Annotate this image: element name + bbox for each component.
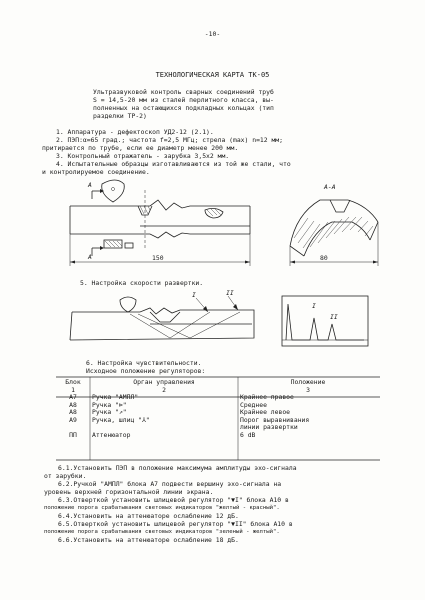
- section-label: A-A: [324, 183, 336, 191]
- col-number: 3: [306, 385, 310, 394]
- reflector-ii-label: II: [226, 289, 234, 297]
- step-line: 6.4.Установить на аттенюаторе ослабление 12 дБ.: [58, 512, 239, 520]
- cell-position: Крайнее левое: [240, 408, 291, 416]
- subtitle-line: S = 14,5-20 мм из сталей перлитного класса, вы-: [93, 96, 274, 104]
- header-control: Орган управления: [133, 378, 195, 386]
- list-item: 1. Аппаратура - дефектоскоп УД2-12 (2.1).: [56, 128, 214, 136]
- table-header-row: [56, 379, 378, 387]
- cell-control: Ручка "АМПЛ": [92, 393, 139, 401]
- cell-block: ПП: [69, 430, 77, 439]
- cell-control: Ручка "↗": [92, 408, 127, 416]
- page-number: -10-: [204, 30, 221, 38]
- list-item: 4. Испытательные образцы изготавливаются из той же стали, что: [56, 160, 291, 168]
- col-number: 1: [71, 385, 75, 394]
- step-line: 6.2.Ручкой "АМПЛ" блока А7 подвести вершину эхо-сигнала на: [58, 480, 282, 488]
- echo-ii-label: II: [330, 313, 338, 321]
- cell-control: Ручка "⊳": [92, 400, 127, 409]
- echo-i-label: I: [312, 302, 316, 310]
- cell-position: Порог выравнивания линии развертки: [240, 415, 310, 431]
- table-row: [56, 417, 378, 432]
- col-number: 2: [162, 385, 166, 394]
- cell-control: Аттенюатор: [92, 430, 131, 439]
- section-mark-bottom: A: [88, 253, 92, 261]
- subtitle-line: Ультразвуковой контроль сварных соединений труб: [93, 88, 274, 96]
- step-line: положение порога срабатывания световых индикаторов "зеленый - желтый".: [44, 529, 280, 535]
- subtitle-line: разделки ТР-2): [93, 112, 147, 120]
- section-mark-top: A: [88, 181, 92, 189]
- cell-position: Среднее: [240, 400, 267, 409]
- cell-block: А8: [69, 400, 77, 409]
- cell-block: А9: [69, 415, 77, 424]
- cell-block: А7: [69, 393, 77, 401]
- cell-block: А8: [69, 408, 77, 416]
- procedure-steps: [44, 464, 297, 544]
- step-line: положение порога срабатывания световых индикаторов "желтый - красный".: [44, 505, 280, 511]
- regulators-table: [56, 379, 378, 439]
- reflector-i-label: I: [192, 291, 196, 299]
- dimension-length: 150: [152, 254, 164, 262]
- step-line: от зарубки.: [44, 472, 87, 480]
- section-6-title: 6. Настройка чувствительности.: [86, 359, 202, 367]
- step-line: 6.1.Установить ПЭП в положение максимума амплитуды эхо-сигнала: [58, 464, 297, 472]
- step-line: 6.5.Отверткой установить шлицевой регулятор "▼II" блока А10 в: [58, 520, 293, 528]
- list-item: 2. ПЭП:α=65 град.; частота f=2,5 МГц; стрела (max) n=12 мм;: [56, 136, 284, 144]
- step-line: 6.3.Отверткой установить шлицевой регулятор "▼I" блока А10 в: [58, 496, 289, 504]
- cell-position: 6 dB: [240, 430, 256, 439]
- list-item: и контролируемое соединение.: [42, 168, 150, 176]
- table-row: [56, 432, 378, 440]
- cell-position: Крайнее правое: [240, 393, 294, 401]
- dimension-width: 80: [320, 254, 328, 262]
- header-block: Блок: [65, 378, 81, 386]
- cell-control: Ручка, шлиц "⅄": [92, 415, 150, 424]
- step-line: уровень верхней горизонтальной линии экрана.: [44, 488, 214, 496]
- section-6-subtitle: Исходное положение регуляторов:: [86, 367, 206, 375]
- list-item: 3. Контрольный отражатель - зарубка 3,5х2 мм.: [56, 152, 230, 160]
- list-item: притирается по трубе, если ее диаметр менее 200 мм.: [42, 144, 239, 152]
- step-line: 6.6.Установить на аттенюаторе ослабление 18 дБ.: [58, 536, 239, 544]
- subtitle-line: полненных на остающихся подкладных кольцах (тип: [93, 104, 274, 112]
- section-5-heading: 5. Настройка скорости развертки.: [80, 279, 204, 287]
- header-position: Положение: [290, 378, 326, 386]
- document-title: ТЕХНОЛОГИЧЕСКАЯ КАРТА ТК-05: [155, 71, 270, 79]
